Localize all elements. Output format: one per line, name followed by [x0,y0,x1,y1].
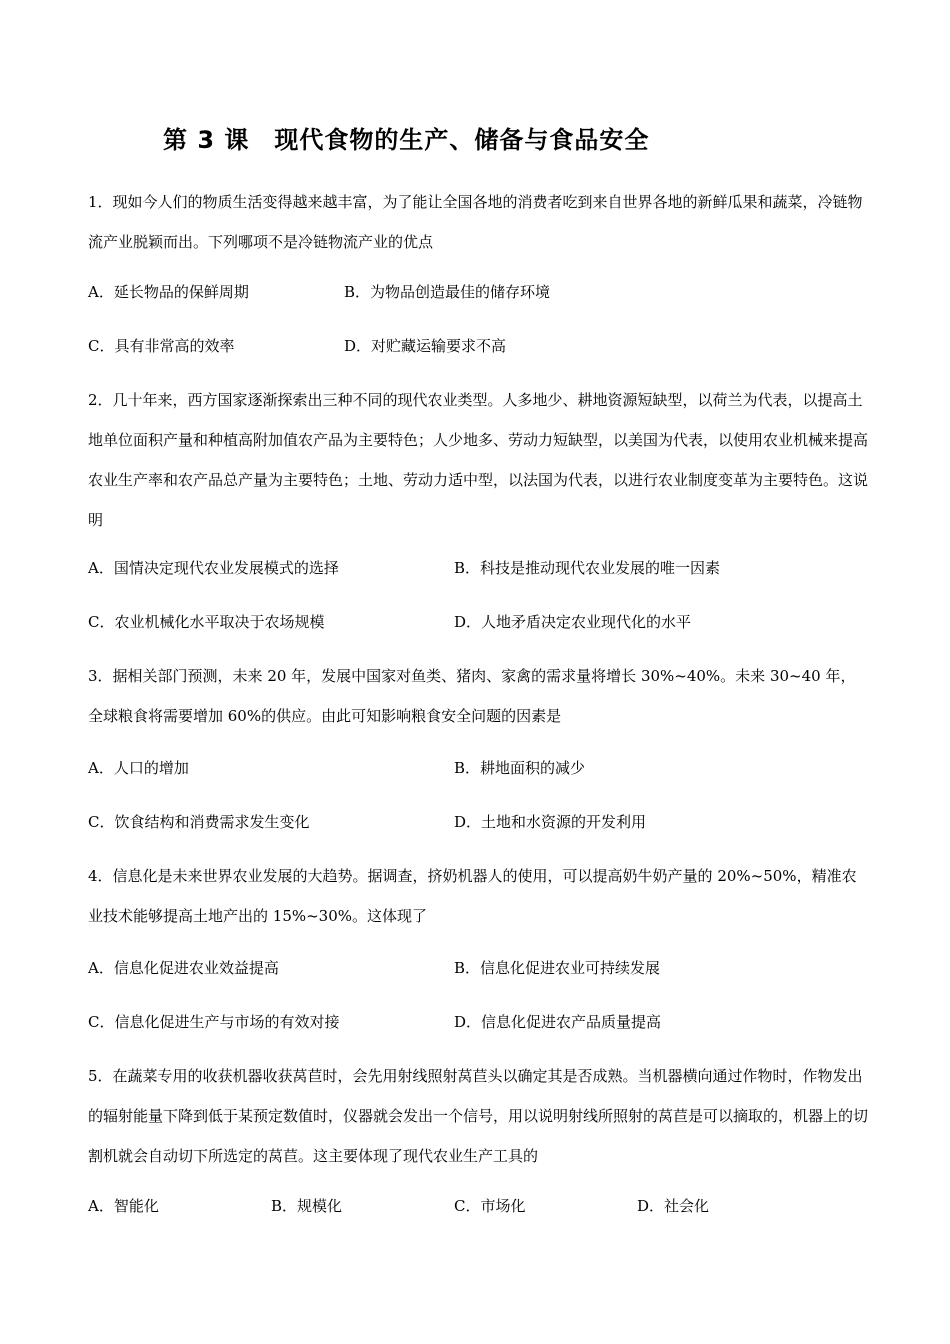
question-4-options-row-1 [88,953,868,983]
question-1-stem: 1．现如今人们的物质生活变得越来越丰富，为了能让全国各地的消费者吃到来自世界各地的新鲜瓜果和蔬菜，冷链物流产业脱颖而出。下列哪项不是冷链物流产业的优点 [88,193,863,251]
question-2-options-row-2 [88,607,868,637]
question-5-stem: 5．在蔬菜专用的收获机器收获莴苣时，会先用射线照射莴苣头以确定其是否成熟。当机器横向通过作物时，作物发出的辐射能量下降到低于某预定数值时，仪器就会发出一个信号，用以说明射线所照射的莴苣是可以摘取的，机器上的切割机就会自动切下所选定的莴苣。这主要体现了现代农业生产工具的 [88,1067,869,1165]
question-4-option-a: A．信息化促进农业效益提高 [88,959,279,977]
question-3-option-b: B．耕地面积的减少 [454,759,586,777]
question-5-option-b: B．规模化 [271,1197,343,1215]
page-title: 第 3 课 现代食物的生产、储备与食品安全 [163,126,650,154]
question-3-option-d: D．土地和水资源的开发利用 [454,813,647,831]
question-2-option-b: B．科技是推动现代农业发展的唯一因素 [454,559,721,577]
question-1-options-row-2 [88,331,868,361]
question-4-option-d: D．信息化促进农产品质量提高 [454,1013,662,1031]
question-4-options-row-2 [88,1007,868,1037]
question-4-option-c: C．信息化促进生产与市场的有效对接 [88,1013,340,1031]
question-3-option-a: A．人口的增加 [88,759,189,777]
question-1-option-d: D．对贮藏运输要求不高 [344,337,507,355]
question-2-option-c: C．农业机械化水平取决于农场规模 [88,613,325,631]
question-3-option-c: C．饮食结构和消费需求发生变化 [88,813,310,831]
question-3-options-row-2 [88,807,868,837]
question-3-options-row-1 [88,753,868,783]
question-5-option-a: A．智能化 [88,1197,159,1215]
question-5-option-c: C．市场化 [454,1197,526,1215]
question-5-options-row [88,1191,868,1221]
question-2-option-a: A．国情决定现代农业发展模式的选择 [88,559,339,577]
question-1-option-b: B．为物品创造最佳的储存环境 [344,283,551,301]
question-2-options-row-1 [88,553,868,583]
question-4-option-b: B．信息化促进农业可持续发展 [454,959,661,977]
question-2-option-d: D．人地矛盾决定农业现代化的水平 [454,613,692,631]
question-3-stem: 3．据相关部门预测，未来 20 年，发展中国家对鱼类、猪肉、家禽的需求量将增长 30%~40%。未来 30~40 年，全球粮食将需要增加 60%的供应。由此可知影响粮食安全问题的因素是 [88,667,856,725]
question-1-option-c: C．具有非常高的效率 [88,337,235,355]
question-1-options-row-1 [88,277,868,307]
question-2-stem: 2．几十年来，西方国家逐渐探索出三种不同的现代农业类型。人多地少、耕地资源短缺型，以荷兰为代表，以提高土地单位面积产量和种植高附加值农产品为主要特色；人少地多、劳动力短缺型，以美国为代表，以使用农业机械来提高农业生产率和农产品总产量为主要特色；土地、劳动力适中型，以法国为代表，以进行农业制度变革为主要特色。这说明 [88,391,869,529]
question-4-stem: 4．信息化是未来世界农业发展的大趋势。据调查，挤奶机器人的使用，可以提高奶牛奶产量的 20%~50%，精准农业技术能够提高土地产出的 15%~30%。这体现了 [88,867,857,925]
question-5-option-d: D．社会化 [637,1197,710,1215]
question-1-option-a: A．延长物品的保鲜周期 [88,283,249,301]
